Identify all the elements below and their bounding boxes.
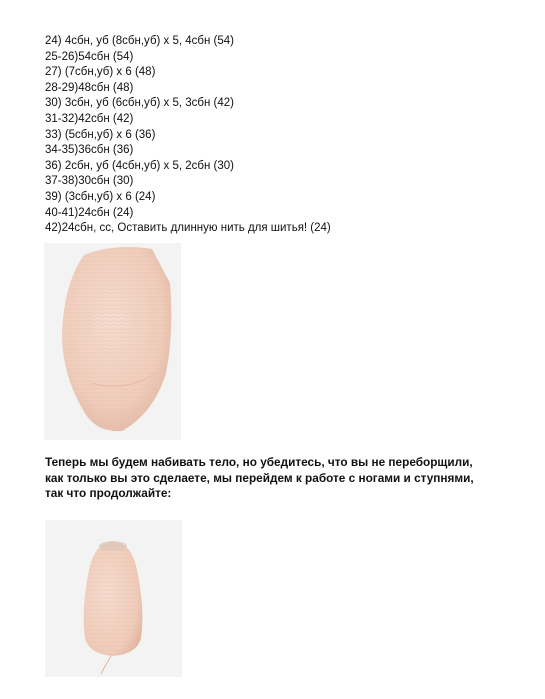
- pattern-row: 24) 4сбн, уб (8сбн,уб) x 5, 4сбн (54): [45, 35, 235, 47]
- pattern-row: 25-26)54сбн (54): [45, 50, 134, 63]
- pattern-row: 33) (5сбн,уб) x 6 (36): [45, 128, 156, 141]
- crochet-body-flat-photo: [44, 243, 181, 440]
- pattern-row: 40-41)24сбн (24): [45, 206, 134, 219]
- crochet-body-stuffed-photo: [45, 520, 182, 677]
- pattern-rows: [45, 34, 515, 237]
- pattern-row: 27) (7сбн,уб) x 6 (48): [45, 66, 156, 79]
- pattern-row: 37-38)30сбн (30): [45, 175, 134, 188]
- pattern-row: 34-35)36сбн (36): [45, 144, 134, 157]
- pattern-row: 28-29)48сбн (48): [45, 81, 134, 94]
- pattern-row: 31-32)42сбн (42): [45, 112, 134, 125]
- instruction-paragraph: [45, 455, 515, 502]
- pattern-row: 39) (3сбн,уб) x 6 (24): [45, 190, 156, 203]
- pattern-row: 30) 3сбн, уб (6сбн,уб) x 5, 3сбн (42): [45, 97, 235, 110]
- instruction-line: как только вы это сделаете, мы перейдем к работе с ногами и ступнями,: [45, 470, 474, 485]
- instruction-line: так что продолжайте:: [45, 486, 172, 501]
- instruction-line: Теперь мы будем набивать тело, но убедитесь, что вы не переборщили,: [45, 455, 473, 469]
- pattern-row: 36) 2сбн, уб (4сбн,уб) x 5, 2сбн (30): [45, 159, 235, 172]
- pattern-row: 42)24сбн, сс, Оставить длинную нить для шитья! (24): [45, 222, 331, 235]
